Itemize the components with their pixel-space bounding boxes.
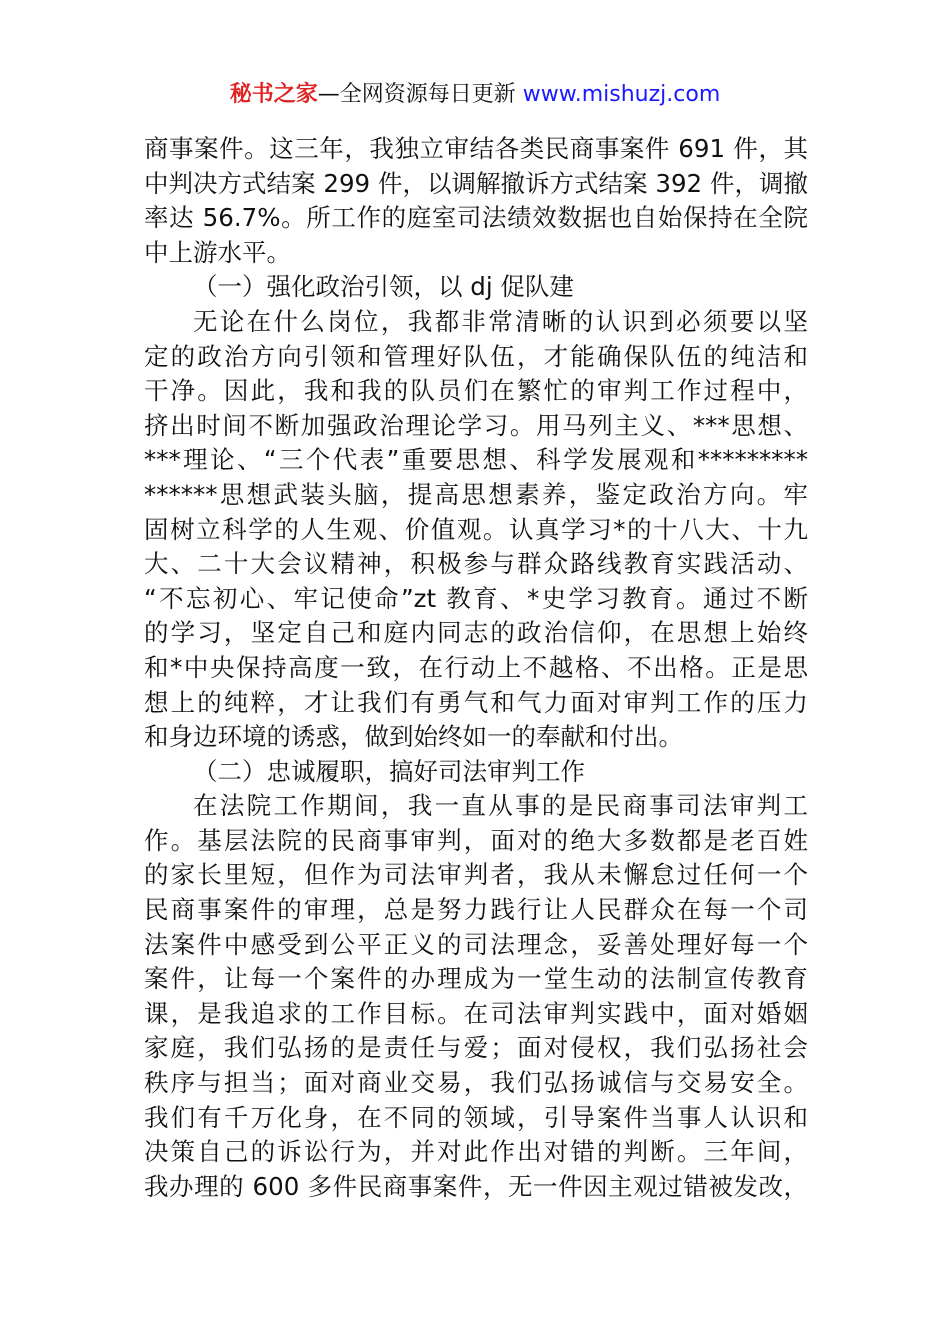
text-line: 中判决方式结案 299 件，以调解撤诉方式结案 392 件，调撤 — [144, 168, 808, 198]
text-line: 和*中央保持高度一致，在行动上不越格、不出格。正是思 — [144, 652, 808, 682]
brand-name: 秘书之家 — [229, 82, 318, 107]
text-line: ******思想武装头脑，提高思想素养，鉴定政治方向。牢 — [144, 479, 808, 509]
text-line: 挤出时间不断加强政治理论学习。用马列主义、***思想、 — [144, 410, 808, 440]
body-text — [144, 132, 808, 1204]
text-line: 想上的纯粹，才让我们有勇气和气力面对审判工作的压力 — [144, 687, 808, 717]
text-line: 和身边环境的诱惑，做到始终如一的奉献和付出。 — [144, 722, 683, 752]
text-line: 我们有千万化身，在不同的领域，引导案件当事人认识和 — [144, 1102, 808, 1132]
text-line: 的学习，坚定自己和庭内同志的政治信仰，在思想上始终 — [144, 618, 808, 648]
text-line: 作。基层法院的民商事审判，面对的绝大多数都是老百姓 — [144, 825, 808, 855]
site-url-link[interactable]: www.mishuzj.com — [522, 82, 721, 107]
text-line: “不忘初心、牢记使命”zt 教育、*史学习教育。通过不断 — [144, 583, 808, 613]
text-line: 定的政治方向引领和管理好队伍，才能确保队伍的纯洁和 — [144, 341, 808, 371]
text-line: 率达 56.7%。所工作的庭室司法绩效数据也自始保持在全院 — [144, 203, 808, 233]
text-line: ***理论、“三个代表”重要思想、科学发展观和********* — [144, 445, 808, 475]
text-line: 法案件中感受到公平正义的司法理念，妥善处理好每一个 — [144, 929, 808, 959]
text-line: 秩序与担当；面对商业交易，我们弘扬诚信与交易安全。 — [144, 1068, 808, 1098]
text-line: 我办理的 600 多件民商事案件，无一件因主观过错被发改， — [144, 1171, 808, 1201]
text-line: 干净。因此，我和我的队员们在繁忙的审判工作过程中， — [144, 376, 808, 406]
text-line: 无论在什么岗位，我都非常清晰的认识到必须要以坚 — [193, 306, 808, 336]
text-line: 的家长里短，但作为司法审判者，我从未懈怠过任何一个 — [144, 860, 808, 890]
header-tagline: —全网资源每日更新 — [317, 82, 523, 107]
text-line: 民商事案件的审理，总是努力践行让人民群众在每一个司 — [144, 895, 808, 925]
text-line: 中上游水平。 — [144, 237, 291, 267]
section-heading: （一）强化政治引领，以 dj 促队建 — [193, 272, 574, 302]
text-line: 大、二十大会议精神，积极参与群众路线教育实践活动、 — [144, 549, 808, 579]
text-line: 案件，让每一个案件的办理成为一堂生动的法制宣传教育 — [144, 964, 808, 994]
text-line: 商事案件。这三年，我独立审结各类民商事案件 691 件，其 — [144, 134, 808, 163]
page-header — [0, 78, 950, 112]
text-line: 固树立科学的人生观、价值观。认真学习*的十八大、十九 — [144, 514, 808, 544]
text-line: 家庭，我们弘扬的是责任与爱；面对侵权，我们弘扬社会 — [144, 1033, 808, 1063]
text-line: 决策自己的诉讼行为，并对此作出对错的判断。三年间， — [144, 1137, 808, 1167]
text-line: 在法院工作期间，我一直从事的是民商事司法审判工 — [193, 791, 808, 821]
section-heading: （二）忠诚履职，搞好司法审判工作 — [193, 756, 585, 786]
text-line: 课，是我追求的工作目标。在司法审判实践中，面对婚姻 — [144, 998, 808, 1028]
